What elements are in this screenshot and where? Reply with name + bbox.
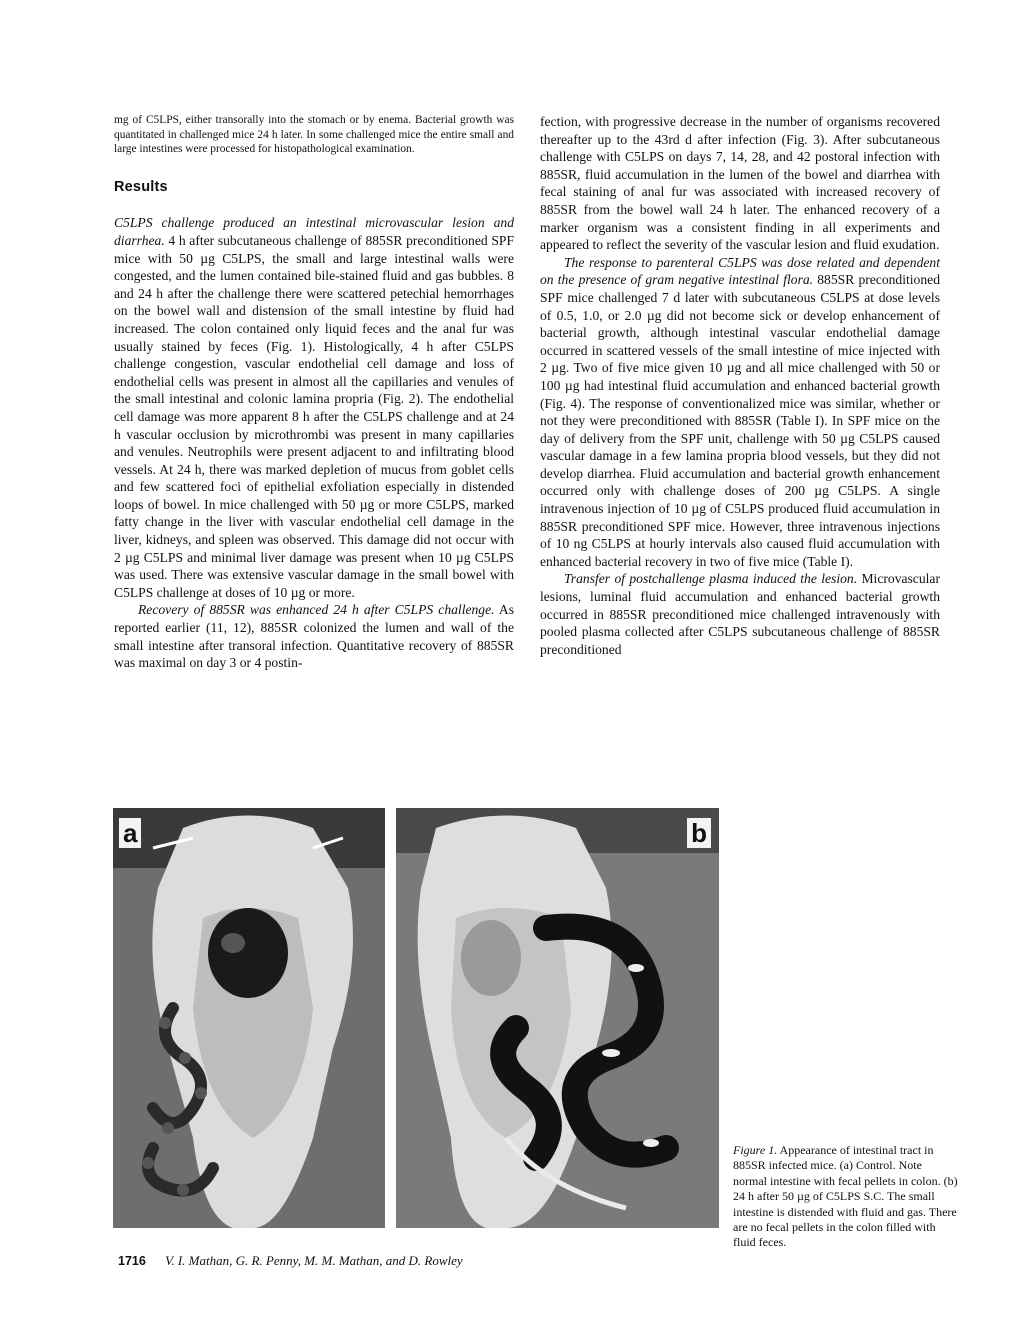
panel-label-a: a	[119, 818, 141, 848]
paragraph	[114, 601, 514, 671]
page-number: 1716	[118, 1254, 146, 1268]
left-column	[114, 113, 514, 672]
run-in-heading: Transfer of postchallenge plasma induced the lesion.	[564, 571, 858, 587]
section-heading-results: Results	[114, 178, 168, 195]
figure-1	[113, 808, 719, 1228]
methods-continuation: mg of C5LPS, either transorally into the stomach or by enema. Bacterial growth was quantitated in challenged mice 24 h later. In some challenged mice the entire small and large intestines were processed for histopathological examination.	[114, 114, 514, 156]
paragraph-body: Microvascular lesions, luminal fluid accumulation and enhanced bacterial growth occurred in 885SR preconditioned mice challenged intravenously with pooled plasma collected after C5LPS subcutaneous challenge of 885SR preconditioned	[540, 571, 940, 657]
paragraph-body: 885SR preconditioned SPF mice challenged 7 d later with subcutaneous C5LPS at dose levels of 0.5, 1.0, or 2.0 µg did not become sick or develop enhancement of bacterial growth, although intestinal vascular endothelial damage occurred in scattered vessels of the small intestine of mice injected with 2 µg. Two of five mice given 10 µg and all mice challenged with 50 or 100 µg had intestinal fluid accumulation and enhanced bacterial growth (Fig. 4). The response of conventionalized mice was similar, whether or not they were preconditioned with 885SR (Table I). In SPF mice on the day of delivery from the SPF unit, challenge with 50 µg C5LPS caused vascular damage in a few lamina propria blood vessels, but they did not develop diarrhea. Fluid accumulation and bacterial growth enhancement occurred only with challenge doses of 200 µg C5LPS. A single intravenous injection of 10 µg of C5LPS produced fluid accumulation in 885SR preconditioned SPF mice. However, three intravenous injections of 10 ng C5LPS at hourly intervals also caused fluid accumulation with enhanced bacterial recovery in two of five mice (Table I).	[540, 272, 940, 569]
run-in-heading: C5LPS challenge produced an intestinal microvascular lesion and diarrhea.	[114, 215, 514, 248]
right-column	[540, 113, 940, 658]
caption-label: Figure 1.	[733, 1143, 778, 1157]
figure-panel-a-photo	[113, 808, 385, 1228]
paragraph	[540, 254, 940, 571]
paragraph	[114, 214, 514, 601]
page-footer	[118, 1253, 463, 1269]
caption-text: Appearance of intestinal tract in 885SR infected mice. (a) Control. Note normal intestine with fecal pellets in colon. (b) 24 h after 50 µg of C5LPS S.C. The small intestine is distended with fluid and gas. There are no fecal pellets in the colon filled with fluid feces.	[733, 1143, 958, 1250]
paragraph	[540, 113, 940, 254]
panel-label-b: b	[687, 818, 711, 848]
run-in-heading: The response to parenteral C5LPS was dose related and dependent on the presence of gram negative intestinal flora.	[540, 254, 940, 288]
run-in-heading: Recovery of 885SR was enhanced 24 h after C5LPS challenge.	[138, 602, 495, 618]
paragraph-body: fection, with progressive decrease in the number of organisms recovered thereafter up to the 43rd d after infection (Fig. 3). After subcutaneous challenge with C5LPS on days 7, 14, 28, and 42 postoral infection with 885SR, fluid accumulation in the lumen of the bowel and diarrhea with fecal staining of anal fur was associated with increased recovery of 885SR from the bowel wall 24 h later. The enhanced recovery of a marker organism was a consistent finding in all experiments and appeared to reflect the severity of the vascular lesion and fluid exudation.	[540, 114, 940, 253]
paragraph	[540, 570, 940, 658]
paragraph-body: As reported earlier (11, 12), 885SR colonized the lumen and wall of the small intestine after transoral infection. Quantitative recovery of 885SR was maximal on day 3 or 4 postin-	[114, 602, 514, 671]
paragraph-body: 4 h after subcutaneous challenge of 885SR preconditioned SPF mice with 50 µg C5LPS, the small and large intestinal walls were congested, and the lumen contained bile-stained fluid and gas bubbles. 8 and 24 h after the challenge there were scattered petechial hemorrhages on the bowel wall and distension of the small intestine by fluid had increased. The colon contained only liquid feces and the anal fur was usually stained by feces (Fig. 1). Histologically, 4 h after C5LPS challenge congestion, vascular endothelial cell damage and loss of endothelial cells was present in almost all the capillaries and venules of the small intestinal and colonic lamina propria (Fig. 2). The endothelial cell damage was more apparent 8 h after the C5LPS challenge and at 24 h vascular occlusion by microthrombi was present in many capillaries and venules. Neutrophils were present adjacent to and infiltrating blood vessels. At 24 h, there was marked depletion of mucus from goblet cells and few scattered foci of epithelial exfoliation especially in distended loops of bowel. In mice challenged with 50 µg or more C5LPS, marked fatty change in the liver with vascular endothelial cell damage in the liver, kidneys, and spleen was observed. This damage did not occur with 2 µg C5LPS and minimal liver damage was present when 10 µg C5LPS was used. There was extensive vascular damage in the small bowel with C5LPS challenge at doses of 10 µg or more.	[114, 232, 514, 600]
running-authors: V. I. Mathan, G. R. Penny, M. M. Mathan, and D. Rowley	[165, 1253, 463, 1268]
figure-caption	[733, 1143, 958, 1251]
figure-panel-b-photo	[396, 808, 719, 1228]
